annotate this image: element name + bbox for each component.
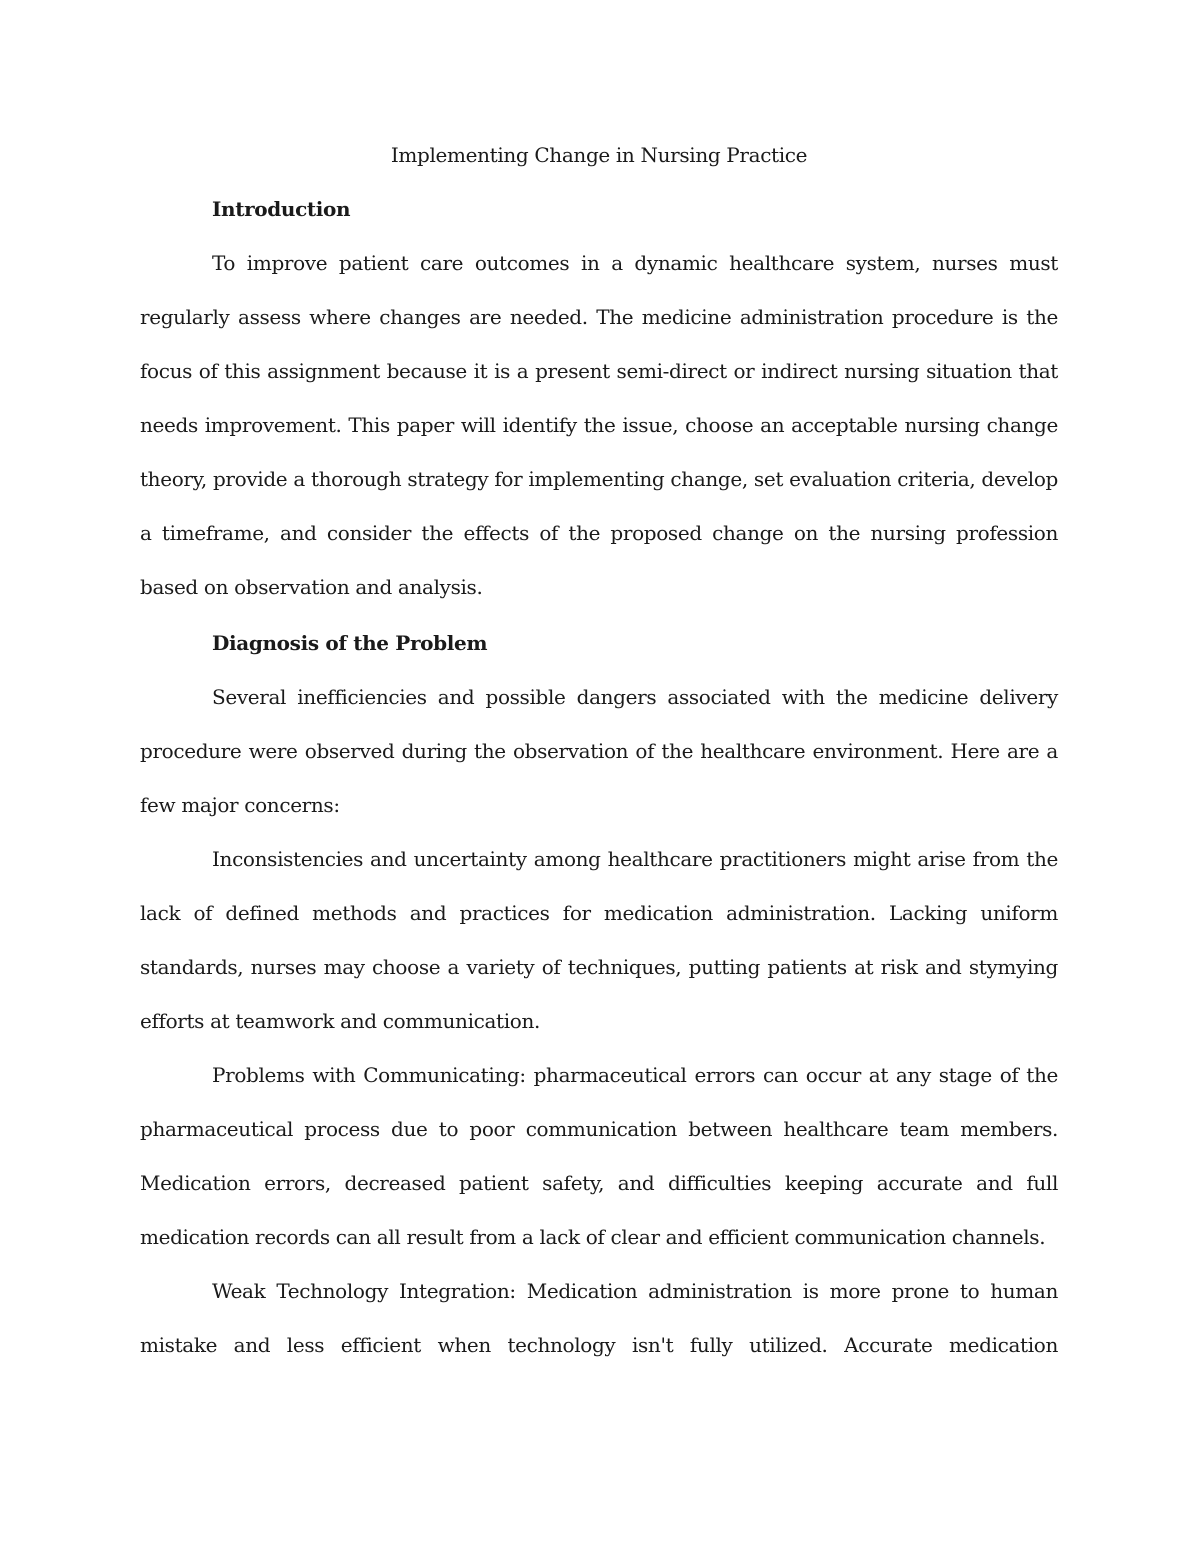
section-body-diagnosis [140,670,1058,1372]
paragraph: Weak Technology Integration: Medication administration is more prone to human mistake and less efficient when technology isn't fully utilized. Accurate medication [140,1279,1058,1357]
paragraph: Several inefficiencies and possible dangers associated with the medicine delivery procedure were observed during the observation of the healthcare environment. Here are a few major concerns: [140,685,1058,817]
document-title: Implementing Change in Nursing Practice [390,143,808,167]
section-body-introduction [140,236,1058,614]
section-heading-diagnosis: Diagnosis of the Problem [212,631,488,655]
paragraph: Problems with Communicating: pharmaceutical errors can occur at any stage of the pharmaceutical process due to poor communication between healthcare team members. Medication errors, decreased patient safety, and difficulties keeping accurate and full medication records can all result from a lack of clear and efficient communication channels. [140,1063,1058,1249]
paragraph: To improve patient care outcomes in a dynamic healthcare system, nurses must regularly assess where changes are needed. The medicine administration procedure is the focus of this assignment because it is a present semi-direct or indirect nursing situation that needs improvement. This paper will identify the issue, choose an acceptable nursing change theory, provide a thorough strategy for implementing change, set evaluation criteria, develop a timeframe, and consider the effects of the proposed change on the nursing profession based on observation and analysis. [140,251,1058,599]
paragraph: Inconsistencies and uncertainty among healthcare practitioners might arise from the lack of defined methods and practices for medication administration. Lacking uniform standards, nurses may choose a variety of techniques, putting patients at risk and stymying efforts at teamwork and communication. [140,847,1058,1033]
section-heading-introduction: Introduction [212,197,351,221]
